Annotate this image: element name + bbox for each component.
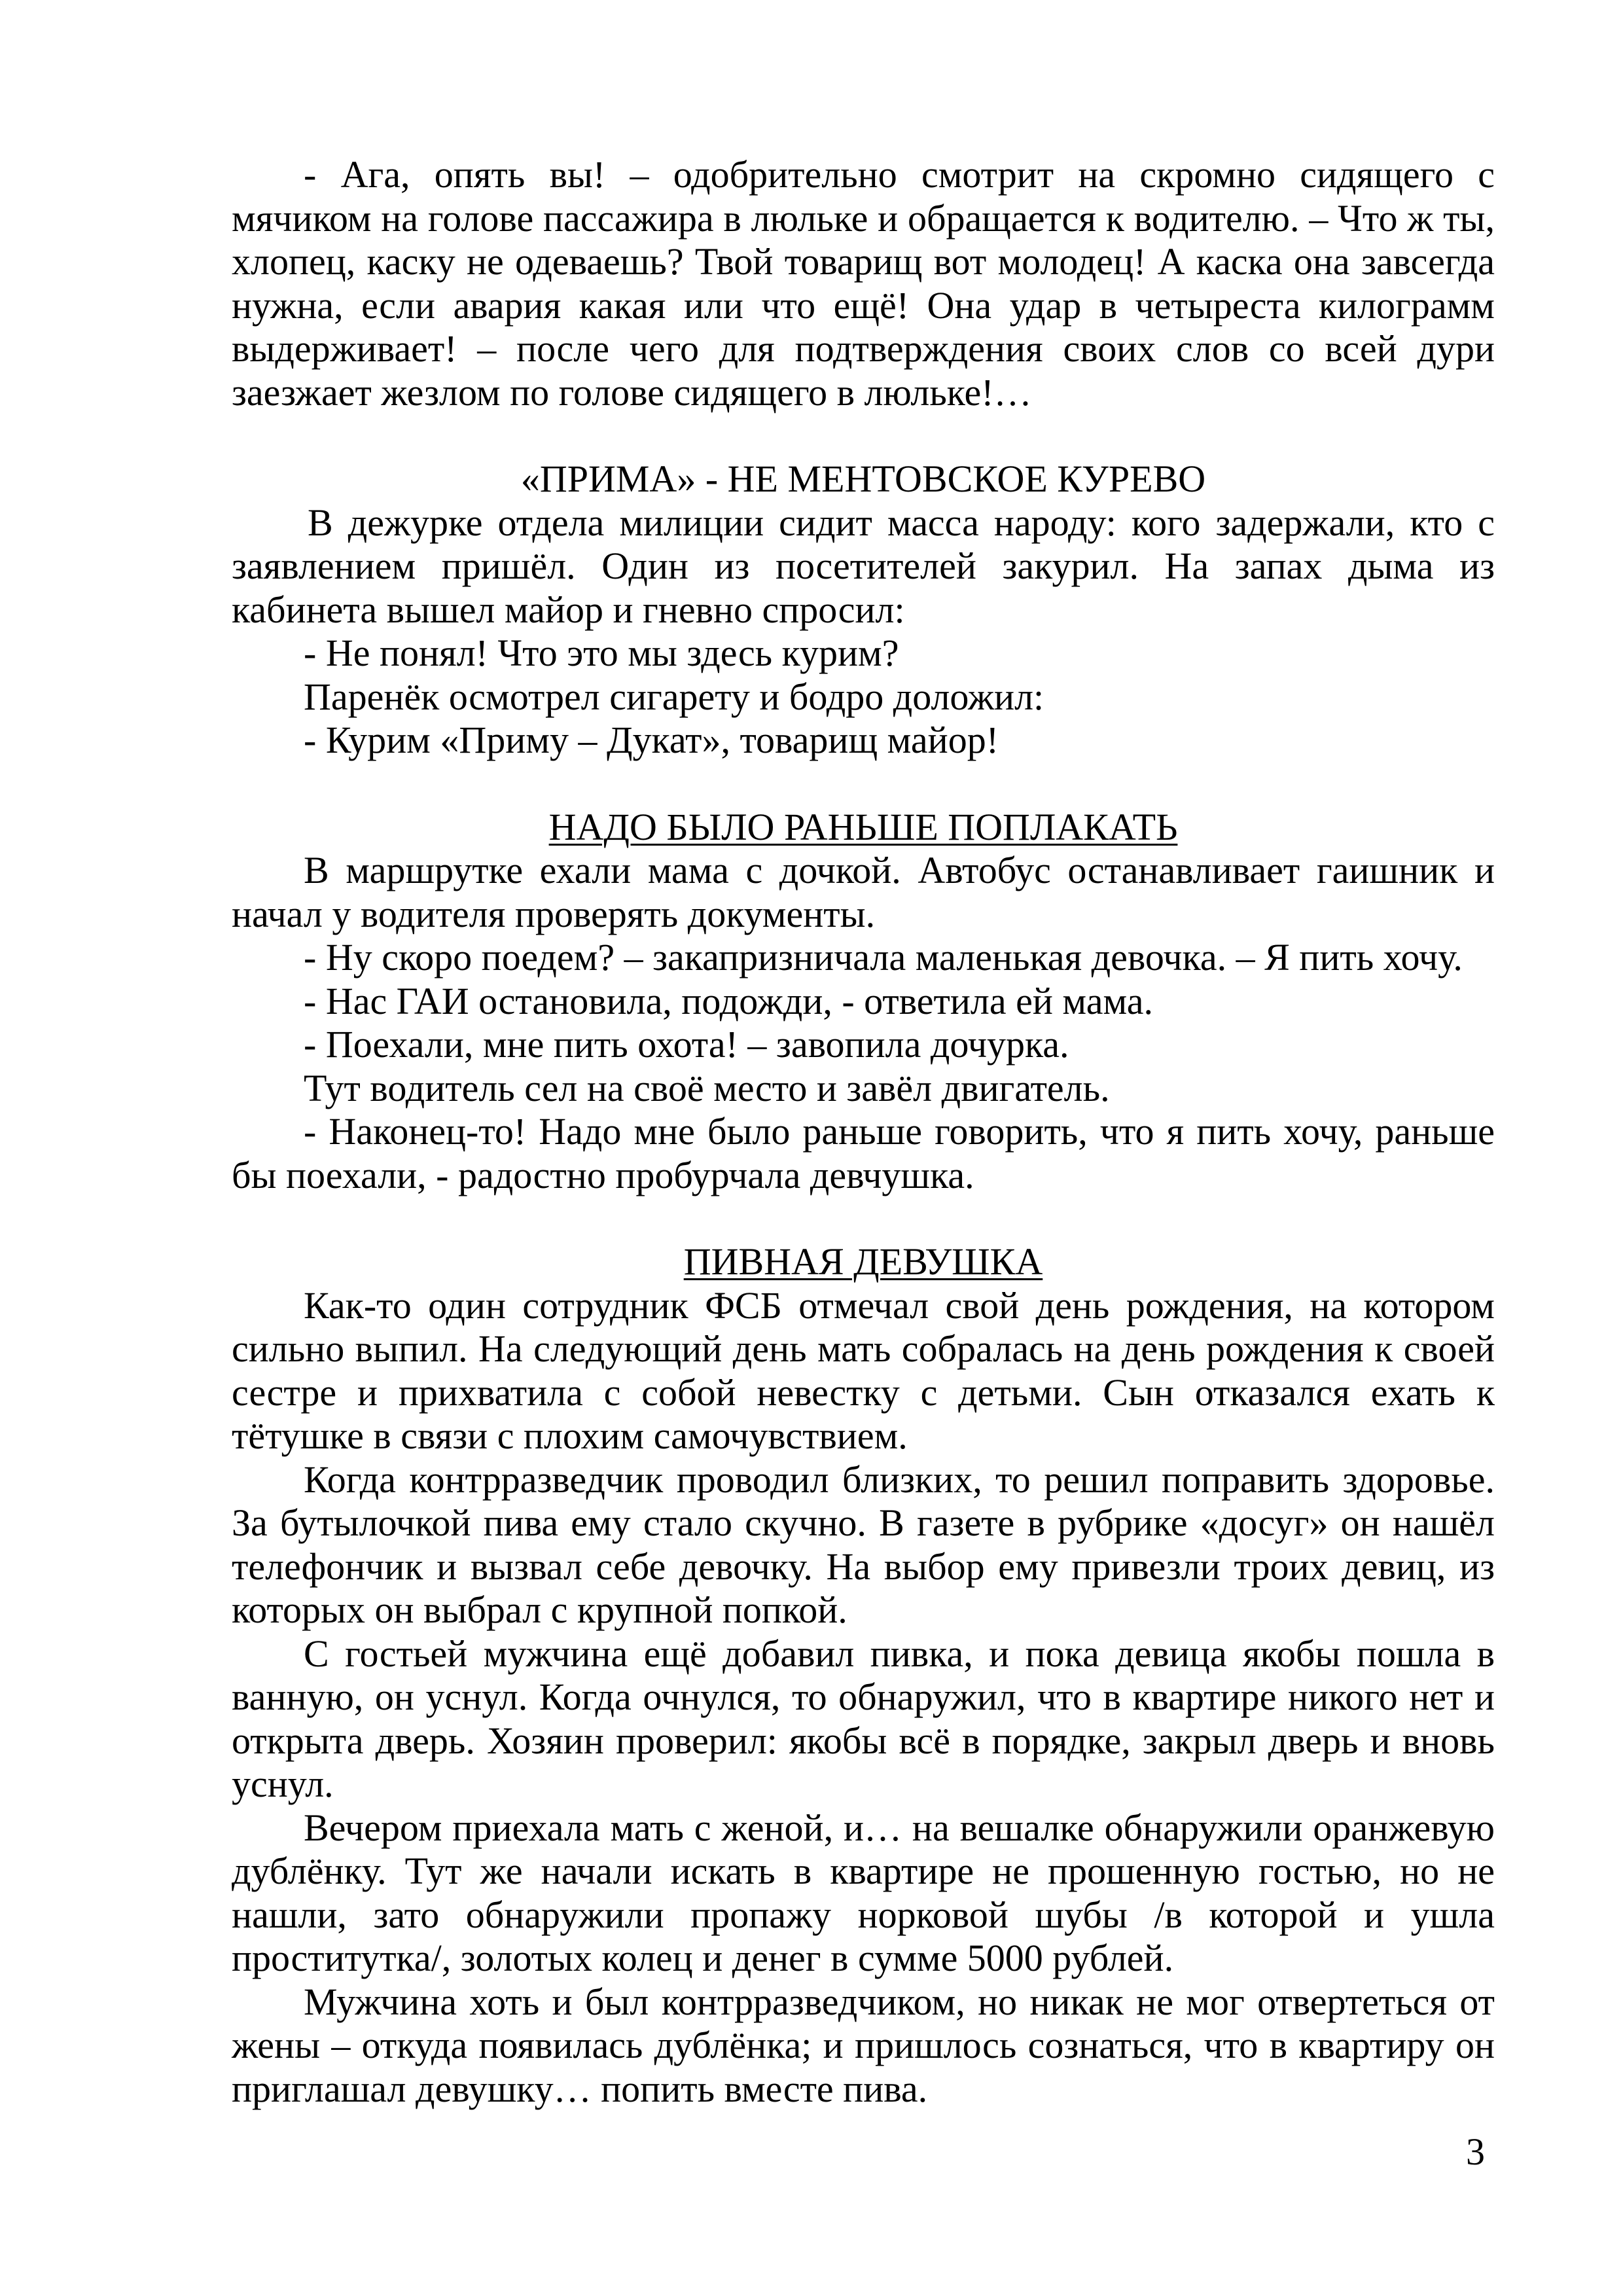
story-title [232, 806, 1495, 850]
dialog-line: - Ну скоро поедем? – закапризничала маленькая девочка. – Я пить хочу. [304, 936, 1463, 978]
story-title: «ПРИМА» - НЕ МЕНТОВСКОЕ КУРЕВО [520, 457, 1206, 500]
dialog-line: - Поехали, мне пить охота! – завопила дочурка. [304, 1023, 1069, 1066]
dialog-line: Паренёк осмотрел сигарету и бодро доложил: [304, 675, 1044, 718]
dialog-line: - Нас ГАИ остановила, подожди, - ответила ей мама. [304, 979, 1154, 1022]
story-paragraph: Вечером приехала мать с женой, и… на вешалке обнаружили оранжевую дублёнку. Тут же начали искать в квартире не прошенную гостью, но не нашли, зато обнаружили пропажу норковой шубы /в которой и ушла проститутка/, золотых колец и денег в сумме 5000 рублей. [232, 1806, 1495, 1979]
story-paragraph: В маршрутке ехали мама с дочкой. Автобус останавливает гаишник и начал у водителя проверять документы. [232, 849, 1495, 935]
story-title [232, 1240, 1495, 1284]
story-paragraph: Когда контрразведчик проводил близких, то решил поправить здоровье. За бутылочкой пива ему стало скучно. В газете в рубрике «досуг» он нашёл телефончик и вызвал себе девочку. На выбор ему привезли троих девиц, из которых он выбрал с крупной попкой. [232, 1458, 1495, 1631]
story-paragraph: - Наконец-то! Надо мне было раньше говорить, что я пить хочу, раньше бы поехали, - радостно пробурчала девчушка. [232, 1110, 1495, 1196]
story-poplakat [232, 806, 1495, 1198]
story-paragraph: В дежурке отдела милиции сидит масса народу: кого задержали, кто с заявлением пришёл. Один из посетителей закурил. На запах дыма из кабинета вышел майор и гневно спросил: [232, 501, 1495, 631]
dialog-line: - Не понял! Что это мы здесь курим? [304, 632, 899, 674]
dialog-line: - Курим «Приму – Дукат», товарищ майор! [304, 719, 999, 761]
page-content [232, 153, 1495, 2111]
story-paragraph: С гостьей мужчина ещё добавил пивка, и пока девица якобы пошла в ванную, он уснул. Когда очнулся, то обнаружил, что в квартире никого нет и открыта дверь. Хозяин проверил: якобы всё в порядке, закрыл дверь и вновь уснул. [232, 1632, 1495, 1805]
story-title-text: НАДО БЫЛО РАНЬШЕ ПОПЛАКАТЬ [548, 805, 1178, 848]
story-title-text: ПИВНАЯ ДЕВУШКА [683, 1240, 1043, 1283]
story-pivnaya [232, 1240, 1495, 2111]
page-number: 3 [1466, 2130, 1485, 2173]
dialog-line: Тут водитель сел на своё место и завёл двигатель. [304, 1066, 1110, 1109]
story-paragraph: Как-то один сотрудник ФСБ отмечал свой день рождения, на котором сильно выпил. На следующий день мать собралась на день рождения к своей сестре и прихватила с собой невестку с детьми. Сын отказался ехать к тётушке в связи с плохим самочувствием. [232, 1283, 1495, 1457]
story-paragraph: - Ага, опять вы! – одобрительно смотрит на скромно сидящего с мячиком на голове пассажира в люльке и обращается к водителю. – Что ж ты, хлопец, каску не одеваешь? Твой товарищ вот молодец! А каска она завсегда нужна, если авария какая или что ещё! Она удар в четыреста килограмм выдерживает! – после чего для подтверждения своих слов со всей дури заезжает жезлом по голове сидящего в люльке!… [232, 153, 1495, 414]
story-continued [232, 153, 1495, 414]
story-prima [232, 457, 1495, 762]
story-paragraph: Мужчина хоть и был контрразведчиком, но никак не мог отвертеться от жены – откуда появилась дублёнка; и пришлось сознаться, что в квартиру он приглашал девушку… попить вместе пива. [232, 1980, 1495, 2110]
